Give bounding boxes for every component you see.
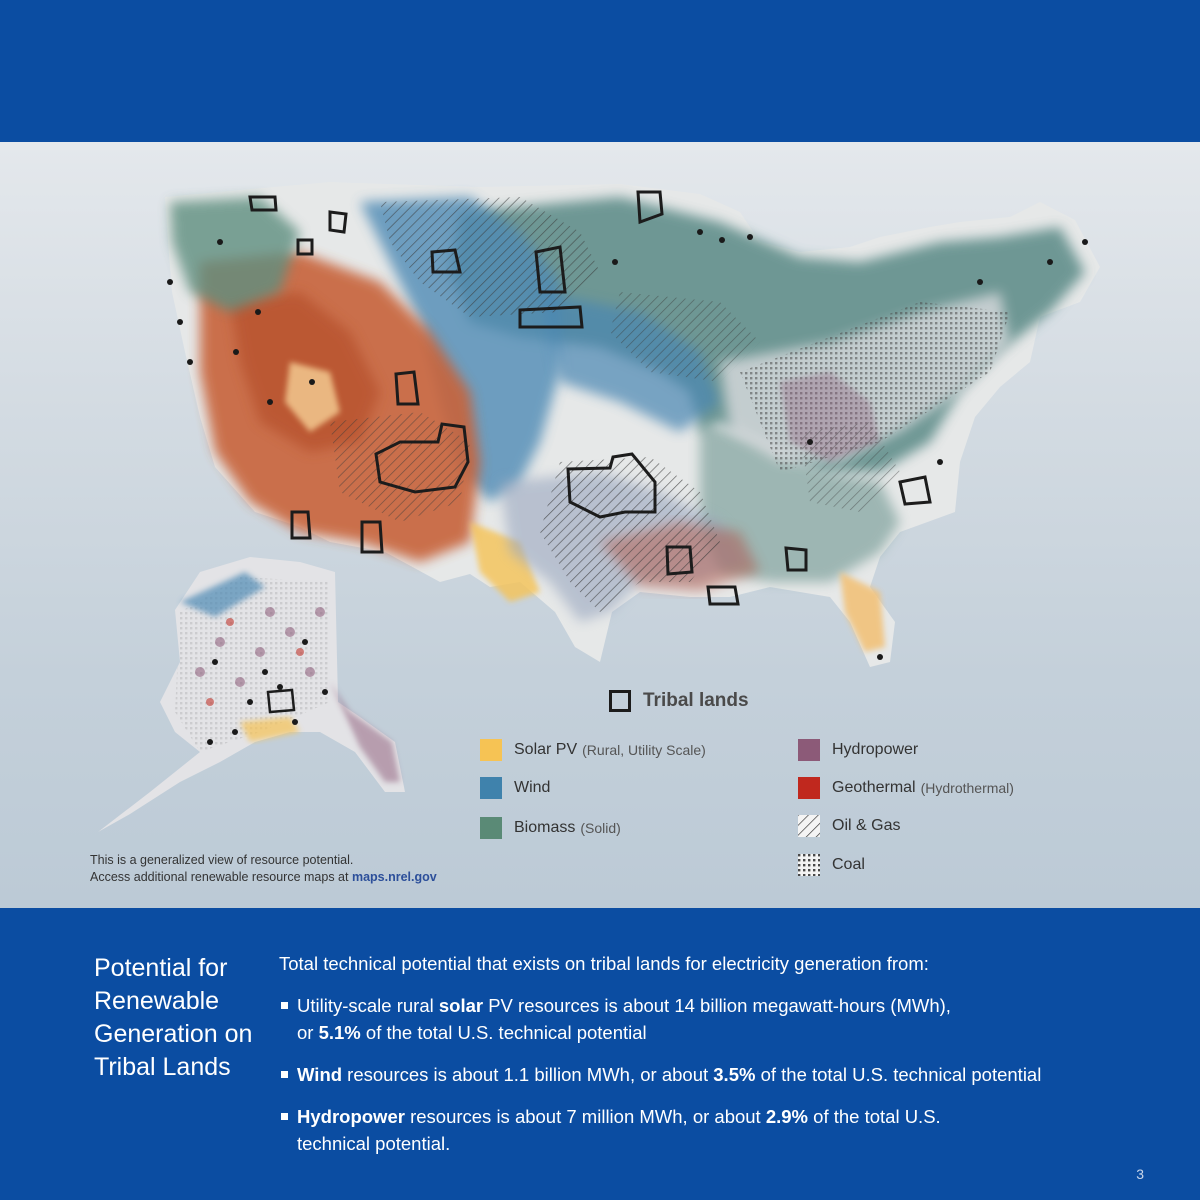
page-number: 3 [1136,1166,1144,1182]
geothermal-swatch [798,777,820,799]
solar-bullet-percent: 5.1% [318,1022,361,1043]
wind-label: Wind [514,779,551,796]
solar-bullet-mid: PV resources is about 14 billion megawatt-hours (MWh), [483,995,951,1016]
biomass-swatch [480,817,502,839]
geothermal-label: Geothermal [832,779,916,796]
map-panel [0,142,1200,908]
solar-bullet-line2-pre: or [297,1022,319,1043]
wind-swatch [480,777,502,799]
hydro-bullet-mid: resources is about 7 million MWh, or about [404,1106,766,1127]
geothermal-sub-label: (Hydrothermal) [920,780,1014,796]
legend-biomass [480,817,621,839]
nrel-maps-link[interactable]: maps.nrel.gov [351,870,437,884]
hydro-bullet-post: of the total U.S. [808,1106,941,1127]
alaska [98,557,405,832]
legend-coal [798,854,865,876]
bullet-hydropower [281,1103,941,1157]
oil-gas-label: Oil & Gas [832,817,901,834]
wind-bullet-percent: 3.5% [713,1064,756,1085]
biomass-label: Biomass [514,819,576,836]
coal-label: Coal [832,856,865,873]
hydro-bullet-bold: Hydropower [297,1106,405,1127]
solar-bullet-bold: solar [438,995,484,1016]
disclaimer-line-2-text: Access additional renewable resource maps at [90,870,349,884]
legend-hydropower [798,739,918,761]
bullet-marker [281,1071,288,1078]
hydropower-label: Hydropower [832,741,919,758]
coal-swatch [798,854,820,876]
bottom-panel [0,908,1200,1200]
solar-label: Solar PV [514,741,578,758]
legend-oil-gas [798,815,900,837]
legend-solar [480,739,706,761]
bullet-solar [281,992,951,1046]
tribal-lands-swatch [609,690,631,712]
intro-text: Total technical potential that exists on tribal lands for electricity generation from: [279,953,929,974]
wind-bullet-post: of the total U.S. technical potential [755,1064,1042,1085]
hydro-bullet-line-2: technical potential. [297,1133,451,1154]
tribal-lands-label: Tribal lands [643,690,749,711]
solar-bullet-line2-post: of the total U.S. technical potential [360,1022,647,1043]
resource-map [0,142,1200,908]
solar-bullet-line-2 [281,1019,951,1046]
legend-wind [480,777,550,799]
hydropower-swatch [798,739,820,761]
wind-bullet-bold: Wind [297,1064,343,1085]
top-banner [0,0,1200,142]
disclaimer-line-1: This is a generalized view of resource potential. [90,853,354,867]
oil-gas-swatch [798,815,820,837]
solar-sub-label: (Rural, Utility Scale) [582,742,706,758]
biomass-sub-label: (Solid) [580,820,621,836]
section-title: Potential for Renewable Generation on Tribal Lands [94,954,253,1081]
legend-geothermal [798,777,1014,799]
bullet-wind [281,1061,1041,1088]
bullet-marker [281,1113,288,1120]
wind-bullet-mid: resources is about 1.1 billion MWh, or about [342,1064,714,1085]
solar-bullet-pre: Utility-scale rural [297,995,439,1016]
map-disclaimer [90,852,437,886]
legend-tribal-lands [609,690,749,712]
disclaimer-line-2 [90,869,437,886]
bullet-marker [281,1002,288,1009]
solar-swatch [480,739,502,761]
hydro-bullet-percent: 2.9% [765,1106,809,1127]
